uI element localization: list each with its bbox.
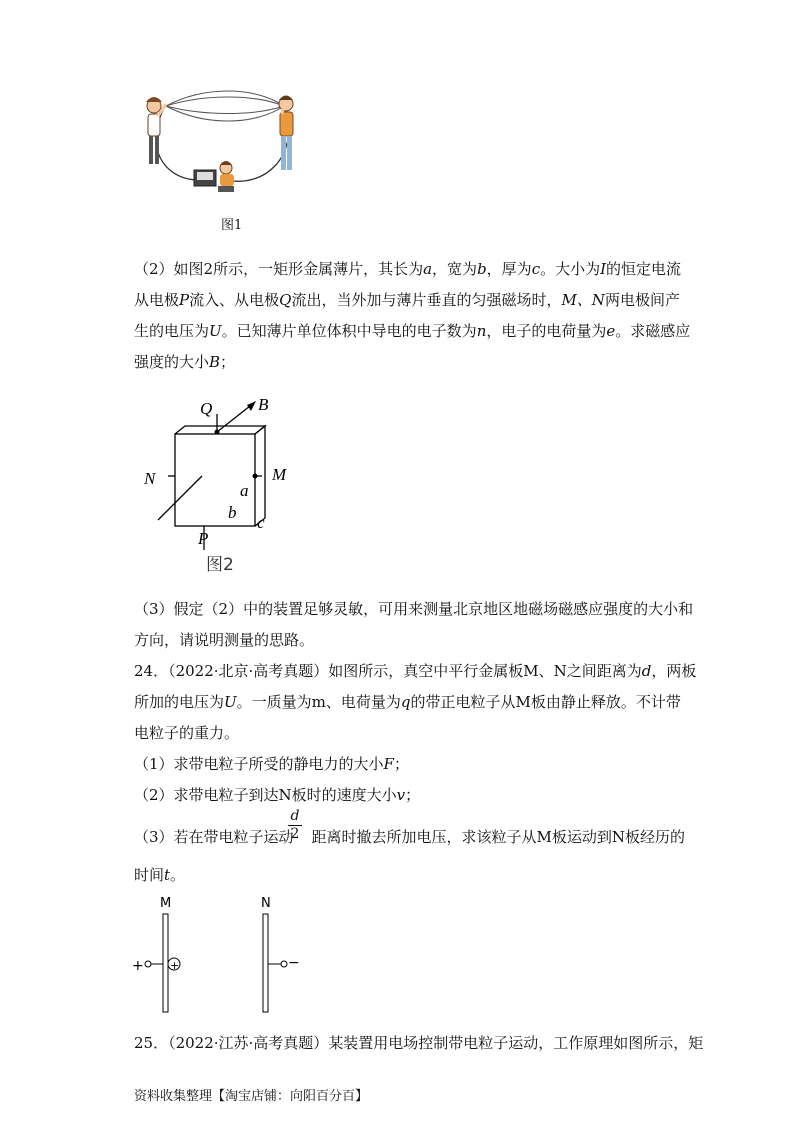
minus-terminal-sign: − — [288, 955, 300, 971]
fraction-d-over-2: $\frac{d}{2}$ — [288, 808, 302, 843]
q24-part1: （1）求带电粒子所受的静电力的大小F； — [134, 755, 409, 773]
q24-line3: 电粒子的重力。 — [134, 724, 240, 742]
q2-line3: 生的电压为U。已知薄片单位体积中导电的电子数为n，电子的电荷量为e。求磁感应 — [134, 322, 691, 340]
right-person — [279, 96, 293, 171]
label-N: N — [144, 469, 156, 488]
plate-N-label: N — [261, 896, 271, 911]
q24-part2: （2）求带电粒子到达N板时的速度大小v； — [134, 786, 421, 804]
particle-charge: + — [170, 959, 180, 972]
q2-line2: 从电极P流入、从电极Q流出，当外加与薄片垂直的匀强磁场时，M、N两电极间产 — [134, 291, 680, 309]
q2-line4: 强度的大小B； — [134, 353, 236, 371]
figure1-caption: 图1 — [221, 218, 243, 233]
label-c: c — [257, 513, 265, 532]
figure1-illustration — [134, 88, 314, 200]
label-a: a — [240, 481, 249, 500]
q24-part3-cont: 时间t。 — [134, 866, 186, 884]
label-b: b — [228, 503, 237, 522]
figure2-caption: 图2 — [206, 555, 234, 575]
q24-line1: 24．（2022·北京·高考真题）如图所示，真空中平行金属板M、N之间距离为d，两板 — [134, 662, 697, 680]
meter-person — [194, 161, 234, 192]
label-B: B — [258, 395, 269, 414]
plate-M-label: M — [160, 896, 172, 911]
q24-part3: （3）若在带电粒子运动 距离时撤去所加电压，求该粒子从M板运动到N板经历的 — [134, 828, 686, 846]
label-P: P — [198, 529, 209, 548]
figure2-diagram — [130, 392, 300, 582]
left-person — [146, 97, 166, 164]
figure24-plates — [128, 894, 318, 1016]
label-M: M — [272, 465, 287, 484]
q3-line2: 方向，请说明测量的思路。 — [134, 631, 315, 649]
q3-line1: （3）假定（2）中的装置足够灵敏，可用来测量北京地区地磁场磁感应强度的大小和 — [134, 600, 694, 618]
q2-line1: （2）如图2所示，一矩形金属薄片，其长为a，宽为b，厚为c。大小为I的恒定电流 — [134, 260, 682, 278]
q24-line2: 所加的电压为U。一质量为m、电荷量为q的带正电粒子从M板由静止释放。不计带 — [134, 693, 681, 711]
footer-text: 资料收集整理【淘宝店铺：向阳百分百】 — [134, 1089, 369, 1104]
q25-line1: 25．（2022·江苏·高考真题）某装置用电场控制带电粒子运动，工作原理如图所示，矩 — [134, 1034, 704, 1052]
plus-terminal-sign: + — [132, 958, 144, 974]
label-Q: Q — [200, 399, 213, 418]
